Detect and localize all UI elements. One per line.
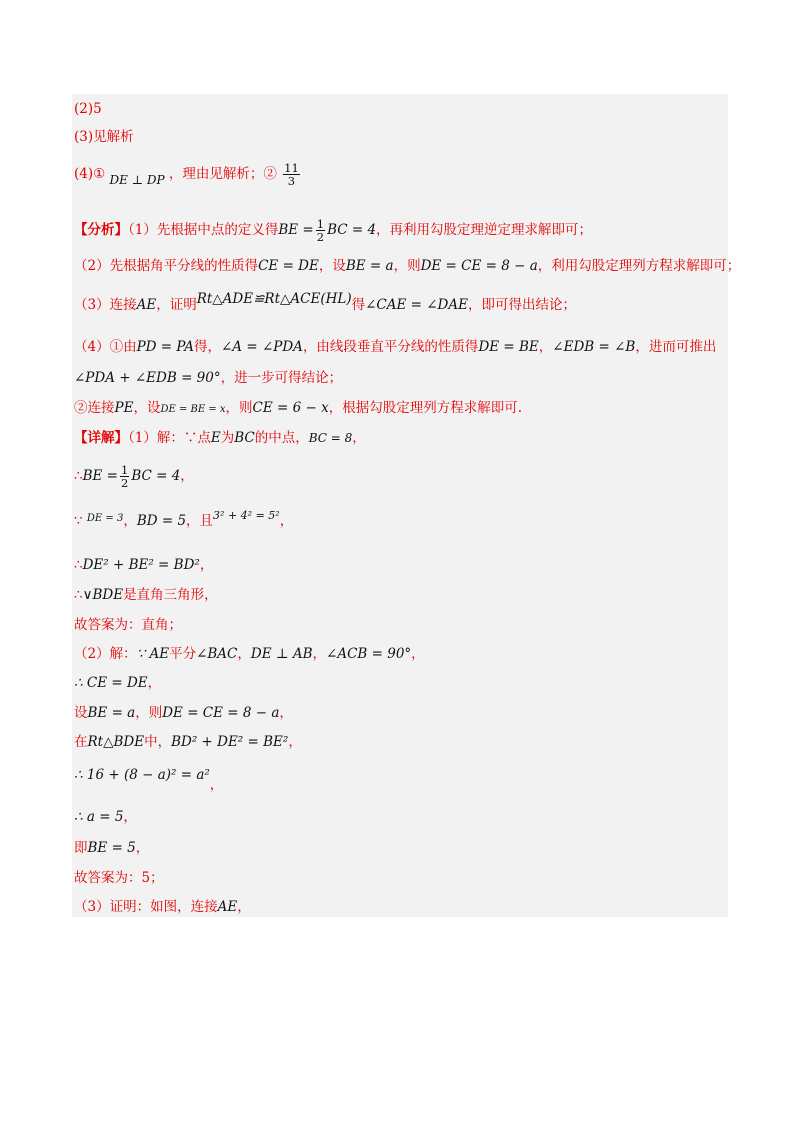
answer-2: (2)5 (74, 101, 102, 117)
analysis-line-6: ②连接PE，设DE = BE = x，则CE = 6 − x，根据勾股定理列方程求解即可. (74, 400, 523, 416)
detail-line-6: 故答案为：直角； (74, 617, 182, 633)
detail-line-13: 即BE = 5， (74, 840, 150, 856)
detail-line-15: （3）证明：如图，连接AE， (74, 899, 251, 915)
detail-line-14: 故答案为：5； (74, 870, 164, 886)
detail-line-2: ∴BE = $\frac{1}{2}$ BC = 4， (74, 463, 194, 490)
detail-line-9: 设BE = a，则DE = CE = 8 − a， (74, 705, 293, 721)
detail-line-5: ∴∨BDE是直角三角形， (74, 587, 218, 603)
analysis-line-2: （2）先根据角平分线的性质得CE = DE，设BE = a，则DE = CE = 8 − a，利用勾股定理列方程求解即可； (74, 258, 741, 274)
answer-3: (3)见解析 (74, 129, 134, 145)
detail-line-12: ∴ a = 5， (74, 809, 137, 825)
answer-4: (4)① DE ⊥ DP ，理由见解析；② $\frac{11}{3}$ (74, 161, 299, 188)
analysis-line-1: 【分析】（1）先根据中点的定义得BE = $\frac{1}{2}$ BC = 4，再利用勾股定理逆定理求解即可； (74, 217, 593, 244)
detail-line-7: （2）解：∵ AE平分∠BAC，DE ⊥ AB，∠ACB = 90°， (74, 646, 425, 662)
detail-line-11: ∴ 16 + (8 − a)² = a²， (74, 767, 224, 793)
detail-line-4: ∴DE² + BE² = BD²， (74, 557, 214, 573)
detail-tag: 【详解】 (74, 430, 128, 446)
detail-line-8: ∴ CE = DE， (74, 675, 162, 691)
analysis-tag: 【分析】 (74, 222, 128, 238)
detail-line-1: 【详解】（1）解：∵点E为BC的中点，BC = 8， (74, 430, 366, 446)
fraction-eleven-thirds: $\frac{11}{3}$ (284, 161, 299, 188)
analysis-line-5: ∠PDA + ∠EDB = 90°，进一步可得结论； (74, 370, 343, 386)
detail-line-3: ∵ $^{DE = 3}$，BD = 5，且$^{3^2 + 4^2 = 5^2}$， (74, 509, 294, 529)
detail-line-10: 在Rt△BDE中，BD² + DE² = BE²， (74, 734, 302, 750)
analysis-line-3: （3）连接AE，证明Rt△ADE≌Rt△ACE(HL)得∠CAE = ∠DAE，即可得出结论； (74, 291, 576, 313)
analysis-line-4: （4）①由PD = PA得，∠A = ∠PDA，由线段垂直平分线的性质得DE = BE，∠EDB = ∠B，进而可推出 (74, 339, 717, 355)
